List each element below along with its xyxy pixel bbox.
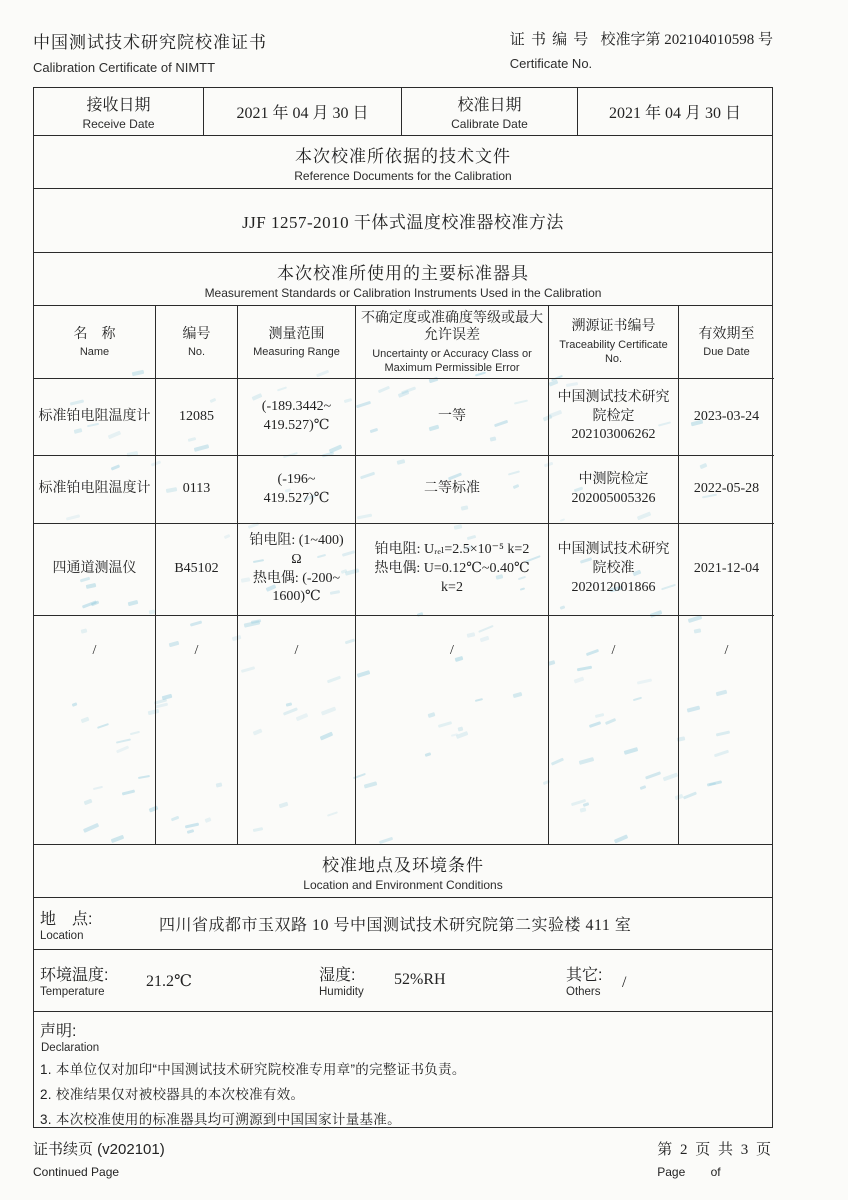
cell-line: 202103006262 [571,427,656,443]
environment-row [34,950,772,1012]
header-right [510,28,773,75]
cell-line: (-196~ [277,471,316,487]
cell-line: 202012001866 [571,579,656,595]
column-header-en: Measuring Range [253,346,340,359]
location-row [34,898,772,950]
standards-table [34,306,772,845]
continued-page-en: Continued Page [33,1165,120,1179]
standards-column-header [356,306,549,379]
standards-cell-traceability [549,616,679,844]
reference-docs-title-cn: 本次校准所依据的技术文件 [295,146,511,166]
standards-cell-no: 12085 [156,379,238,456]
calibrate-date-label-cn: 校准日期 [457,97,522,114]
cell-line: 一等 [438,408,466,424]
standards-cell-no: 0113 [156,456,238,524]
cell-line: / [450,643,454,658]
page-footer [33,1138,773,1179]
location-label-cn: 地 点: [40,911,93,928]
standards-cell-uncertainty [356,616,549,844]
temperature-label [40,962,108,998]
standards-column-header [156,306,238,379]
certificate-number-label-cn: 证 书 编 号 [509,31,590,48]
standards-cell-name: 标准铂电阻温度计 [34,456,156,524]
cell-line: 二等标准 [424,481,480,497]
cell-line: 中测院检定 [578,471,649,487]
column-header-cn: 名 称 [73,324,116,341]
standards-title-en: Measurement Standards or Calibration Instruments Used in the Calibration [204,285,602,300]
document-header [33,28,773,75]
standards-cell-due: 2022-05-28 [679,456,774,524]
column-header-en: No. [187,346,206,359]
calibrate-date-label-en: Calibrate Date [451,117,528,131]
page-word: Page [657,1165,686,1179]
cell-line: 院检定 [592,408,635,424]
location-label-en: Location [40,930,84,942]
column-header-cn: 有效期至 [698,324,755,341]
standards-title-cn: 本次校准所使用的主要标准器具 [277,263,529,283]
receive-date-value: 2021 年 04 月 30 日 [204,88,402,135]
standards-cell-range [238,524,356,616]
standards-column-header [549,306,679,379]
humidity-label [319,962,364,998]
header-left [33,28,267,75]
cell-line: 热电偶: (-200~ [252,570,341,586]
page-number-en [657,1165,773,1179]
standards-cell-range [238,616,356,844]
standards-cell-traceability [549,456,679,524]
declaration-title-en: Declaration [41,1042,100,1054]
standards-cell-name: 四通道测温仪 [34,524,156,616]
declaration-item-1: 1. 本单位仅对加印“中国测试技术研究院校准专用章”的完整证书负责。 [40,1062,466,1077]
certificate-title-cn: 中国测试技术研究院校准证书 [33,33,267,52]
declaration-item-3: 3. 本次校准使用的标准器具均可溯源到中国国家计量基准。 [40,1111,401,1127]
others-label-en: Others [566,986,601,998]
location-title-en: Location and Environment Conditions [303,877,503,892]
column-header-en: Due Date [703,346,750,359]
calibrate-date-label [402,88,578,135]
standards-cell-name: 标准铂电阻温度计 [34,379,156,456]
reference-docs-content: JJF 1257-2010 干体式温度校准器校准方法 [34,189,772,253]
footer-right [657,1138,773,1179]
location-title-cn: 校准地点及环境条件 [322,855,484,875]
declaration-title-cn: 声明: [40,1023,77,1040]
footer-left [33,1138,165,1179]
receive-date-label-en: Receive Date [82,117,155,131]
standards-column-header [34,306,156,379]
continued-page-cn: 证书续页 (v202101) [33,1141,165,1158]
location-title [34,845,772,898]
humidity-label-en: Humidity [319,986,364,998]
cell-line: 1600)℃ [272,589,321,605]
temperature-label-cn: 环境温度: [40,967,109,984]
temperature-label-en: Temperature [40,986,105,998]
cell-line: 铂电阻: Uᵣₑₗ=2.5×10⁻⁵ k=2 [374,542,530,558]
declaration-section [34,1012,772,1130]
standards-cell-range [238,456,356,524]
cell-line: / [294,643,299,658]
certificate-body [33,87,773,1128]
certificate-number-value: 校准字第 202104010598 号 [600,32,773,48]
cell-line: 419.527)℃ [263,418,330,433]
reference-docs-title-en: Reference Documents for the Calibration [294,168,512,183]
humidity-value: 52%RH [394,971,446,988]
certificate-number [510,28,773,49]
certificate-number-label-en: Certificate No. [509,56,593,71]
cell-line: 铂电阻: (1~400) [249,532,344,548]
standards-cell-due: 2023-03-24 [679,379,774,456]
standards-cell-traceability [549,524,679,616]
others-value: / [622,974,627,991]
standards-cell-uncertainty [356,524,549,616]
calibrate-date-value: 2021 年 04 月 30 日 [608,105,741,122]
column-header-cn: 编号 [182,324,211,341]
cell-line: 院校准 [592,561,635,577]
location-label [40,906,92,942]
temperature-value: 21.2℃ [146,973,192,990]
humidity-label-cn: 湿度: [319,967,356,984]
of-word: of [710,1165,721,1179]
location-value: 四川省成都市玉双路 10 号中国测试技术研究院第二实验楼 411 室 [159,917,632,934]
cell-line: Ω [291,551,302,567]
others-label-cn: 其它: [566,967,603,984]
cell-line: 热电偶: U=0.12℃~0.40℃ [374,561,530,577]
column-header-cn: 测量范围 [268,324,325,341]
receive-date-label-cn: 接收日期 [86,97,151,114]
standards-cell-name: / [34,616,156,844]
standards-cell-no: B45102 [156,524,238,616]
others-label [566,962,602,998]
standards-title [34,253,772,306]
column-header-en: Uncertainty or Accuracy Class or Maximum Permissible Error [372,347,532,374]
declaration-item-2: 2. 校准结果仅对被校器具的本次校准有效。 [40,1086,305,1102]
cell-line: (-189.3442~ [261,399,332,415]
cell-line: k=2 [441,579,463,595]
standards-cell-uncertainty [356,456,549,524]
standards-cell-traceability [549,379,679,456]
reference-docs-title [34,136,772,189]
standards-cell-due: 2021-12-04 [679,524,774,616]
column-header-en: Traceability Certificate No. [559,338,668,366]
standards-cell-range [238,379,356,456]
standards-cell-due: / [724,643,729,658]
certificate-title-en: Calibration Certificate of NIMTT [33,60,216,75]
cell-line: 202005005326 [571,490,656,506]
cell-line: 中国测试技术研究 [557,542,670,558]
cell-line: 中国测试技术研究 [557,389,670,405]
standards-cell-no: / [156,616,238,844]
receive-date-label [34,88,204,135]
standards-cell-uncertainty [356,379,549,456]
dates-row [34,88,772,136]
cell-line: 419.527)℃ [263,490,330,506]
column-header-cn: 不确定度或准确度等级或最大允许误差 [361,308,543,343]
column-header-en: Name [79,346,110,359]
cell-line: / [611,643,616,658]
standards-column-header [238,306,356,379]
page-number-cn: 第 2 页 共 3 页 [657,1142,773,1158]
column-header-cn: 溯源证书编号 [571,317,656,334]
standards-column-header [679,306,774,379]
